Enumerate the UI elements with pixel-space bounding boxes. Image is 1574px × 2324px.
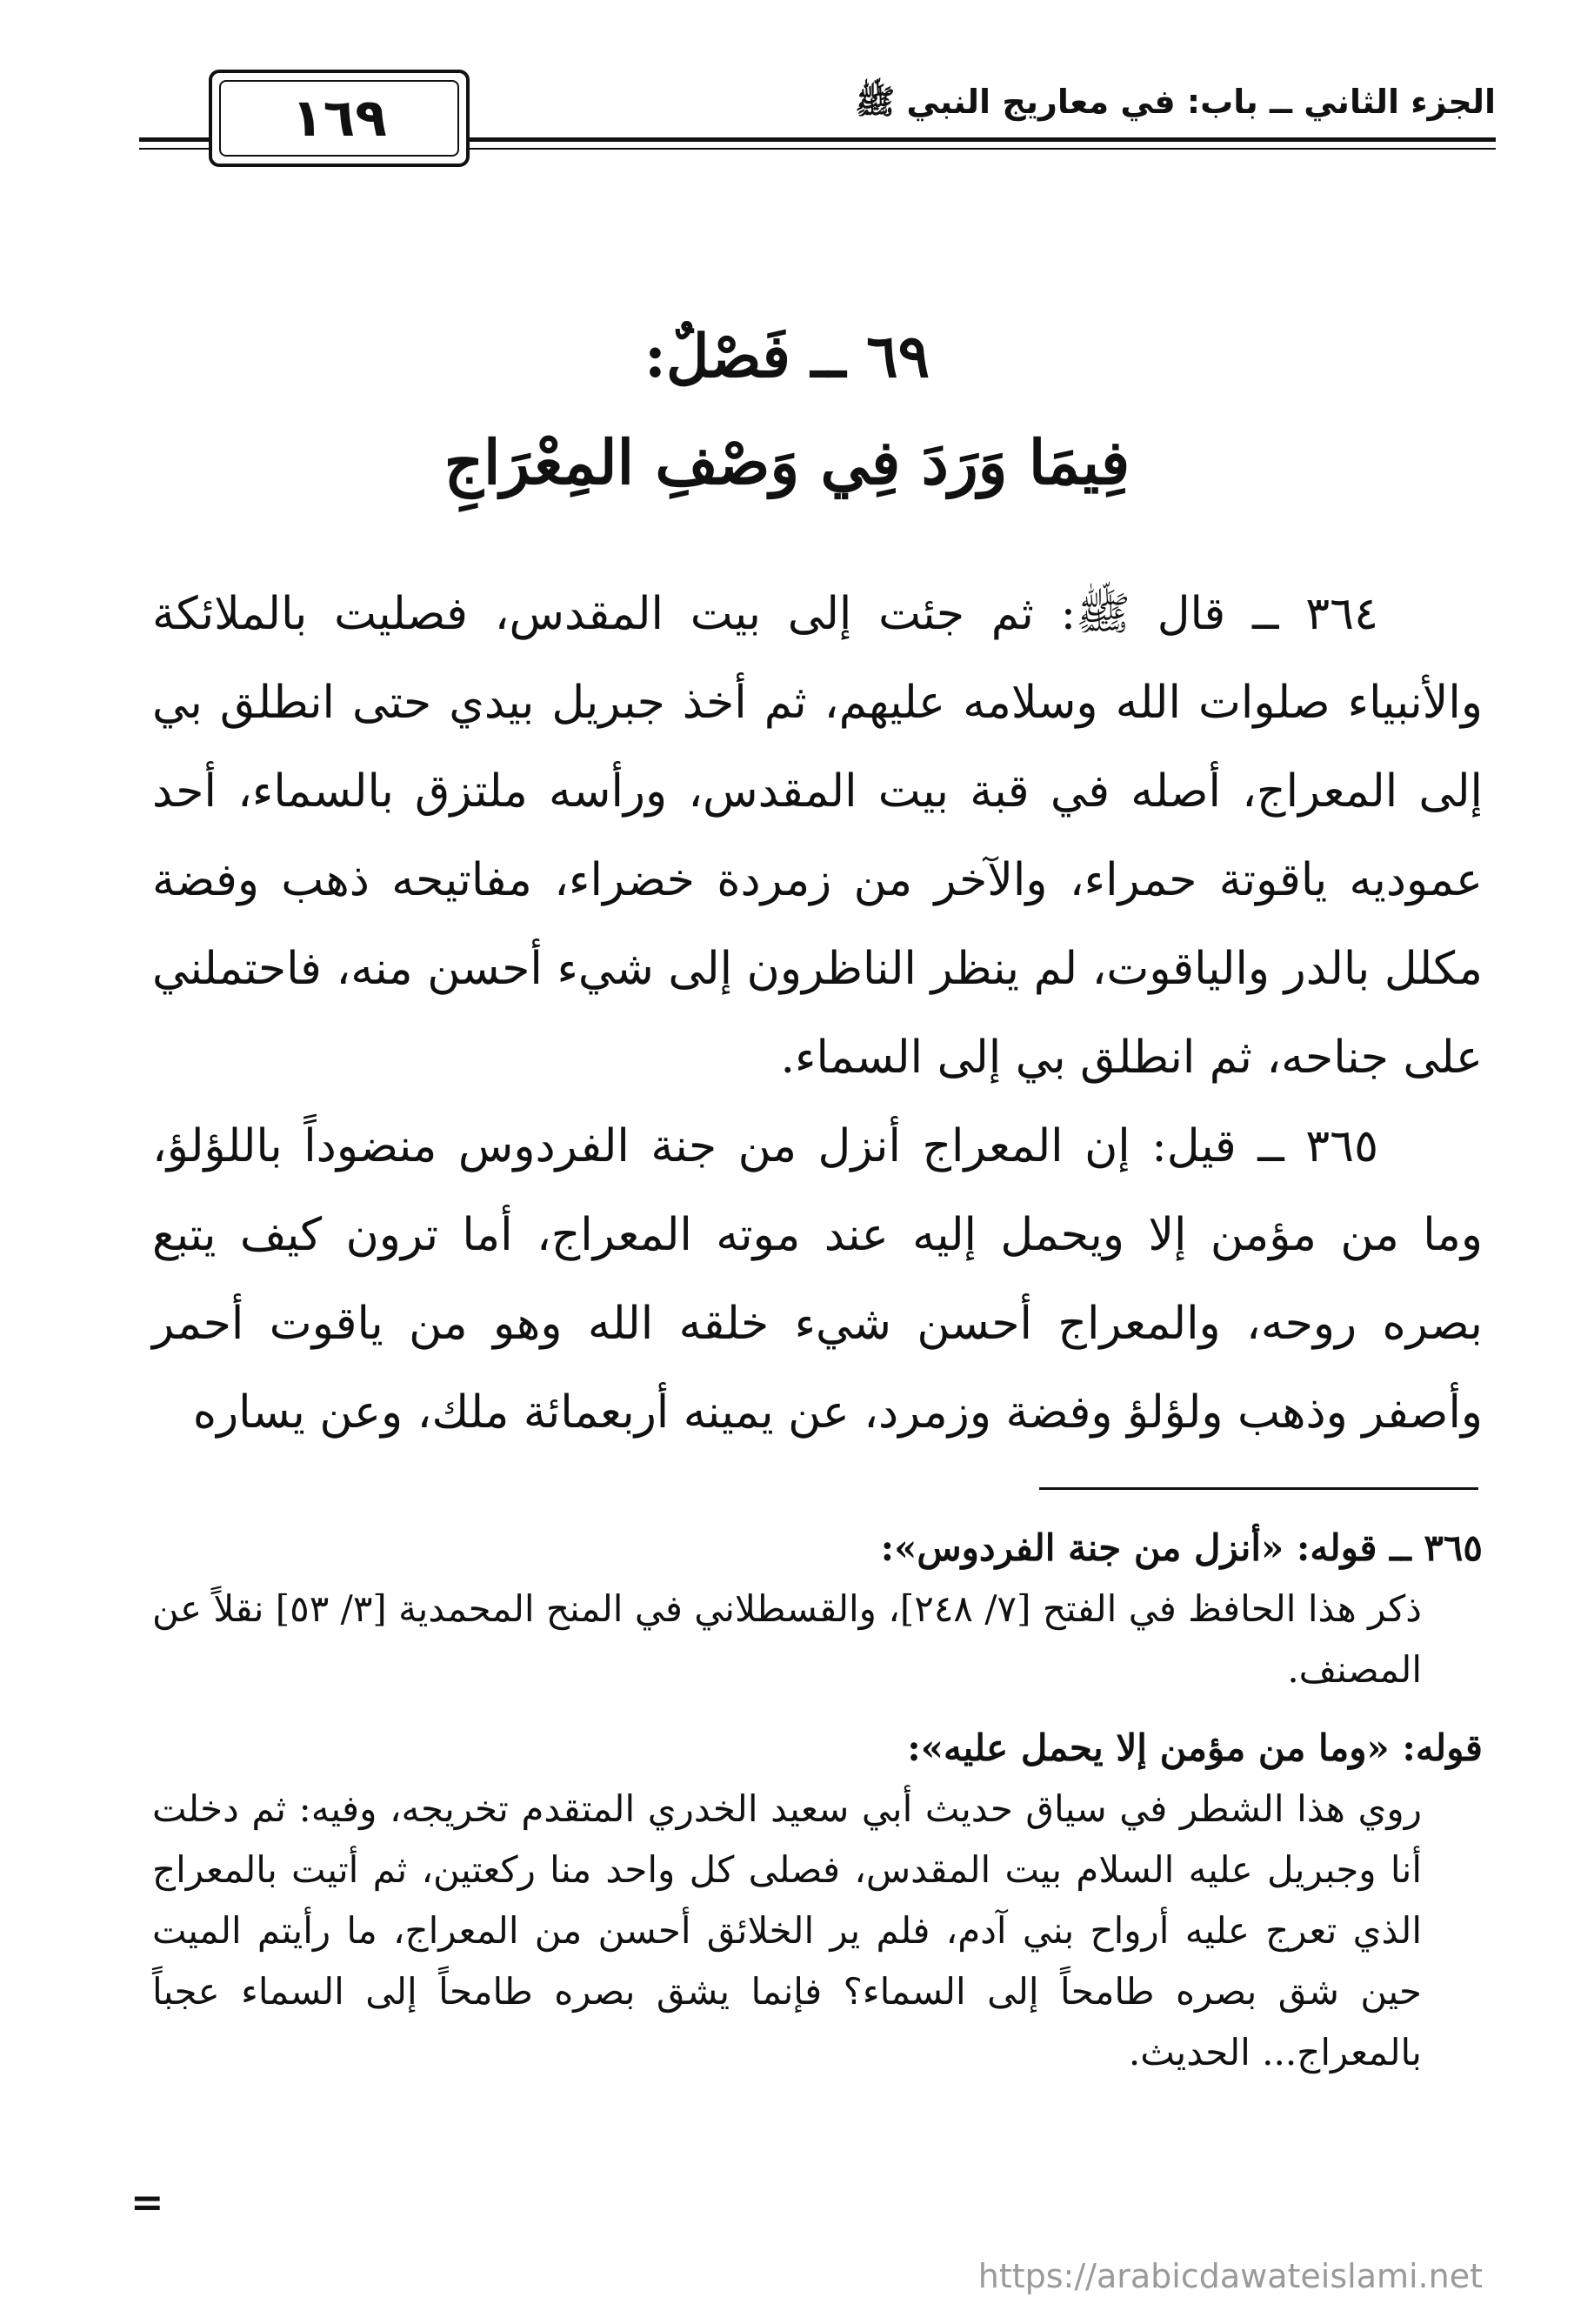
page-header <box>139 70 1496 165</box>
running-title: الجزء الثاني ــ باب: في معاريج النبي ﷺ <box>855 83 1496 121</box>
footnote <box>152 1718 1483 2083</box>
footnote <box>152 1518 1483 1700</box>
footnote-heading: ٣٦٥ ــ قوله: «أنزل من جنة الفردوس»: <box>880 1526 1483 1569</box>
footnote-separator <box>1039 1487 1478 1490</box>
continuation-mark: = <box>130 2179 164 2226</box>
footnote-heading: قوله: «وما من مؤمن إلا يحمل عليه»: <box>907 1726 1483 1769</box>
page-number-frame <box>209 70 470 167</box>
chapter-number: ٦٩ ــ فَصْلٌ: <box>644 322 930 391</box>
footnotes <box>152 1518 1483 2100</box>
page-number: ١٦٩ <box>219 80 459 157</box>
main-text <box>152 570 1483 1457</box>
footnote-text: ذكر هذا الحافظ في الفتح [٧/ ٢٤٨]، والقسطلاني في المنح المحمدية [٣/ ٥٣] نقلاً عن المصنف. <box>152 1587 1422 1691</box>
watermark-url: https://arabicdawateislami.net <box>977 2257 1483 2295</box>
paragraph-365: ٣٦٥ ــ قيل: إن المعراج أنزل من جنة الفردوس منضوداً باللؤلؤ، وما من مؤمن إلا ويحمل إليه عند موته المعراج، أما ترون كيف يتبع بصره روحه، والمعراج أحسن شيء خلقه الله وهو من ياقوت أحمر وأصفر وذهب ولؤلؤ وفضة وزمرد، عن يمينه أربعمائة ملك، وعن يساره <box>152 1120 1483 1439</box>
footnote-text: روي هذا الشطر في سياق حديث أبي سعيد الخدري المتقدم تخريجه، وفيه: ثم دخلت أنا وجبريل عليه السلام بيت المقدس، فصلى كل واحد منا ركعتين، ثم أتيت بالمعراج الذي تعرج عليه أرواح بني آدم، فلم ير الخلائق أحسن من المعراج، ما رأيتم الميت حين شق بصره طامحاً إلى السماء؟ فإنما يشق بصره طامحاً إلى السماء عجباً بالمعراج... الحديث. <box>152 1787 1422 2074</box>
paragraph-364: ٣٦٤ ــ قال ﷺ: ثم جئت إلى بيت المقدس، فصليت بالملائكة والأنبياء صلوات الله وسلامه عليهم، ثم أخذ جبريل بيدي حتى انطلق بي إلى المعراج، أصله في قبة بيت المقدس، ورأسه ملتزق بالسماء، أحد عموديه ياقوتة حمراء، والآخر من زمردة خضراء، مفاتيحه ذهب وفضة مكلل بالدر والياقوت، لم ينظر الناظرون إلى شيء أحسن منه، فاحتملني على جناحه، ثم انطلق بي إلى السماء. <box>152 588 1483 1084</box>
chapter-title: فِيمَا وَرَدَ فِي وَصْفِ المِعْرَاجِ <box>444 426 1130 498</box>
